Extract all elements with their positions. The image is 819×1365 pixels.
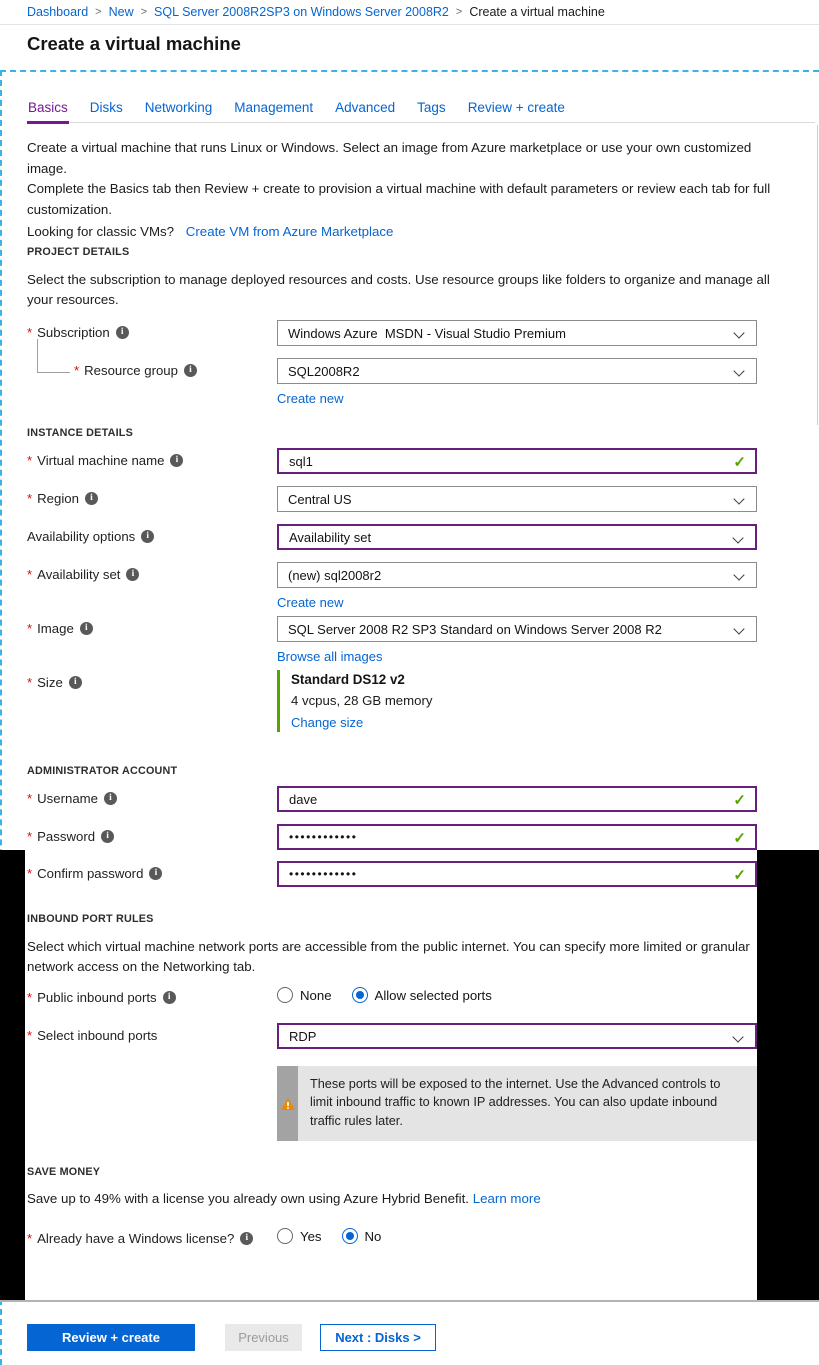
page-title: Create a virtual machine: [27, 33, 241, 54]
info-icon[interactable]: [240, 1232, 253, 1245]
tab-bar: [27, 98, 815, 123]
breadcrumb: [0, 0, 819, 25]
previous-button[interactable]: Previous: [225, 1324, 302, 1351]
chevron-down-icon: [733, 327, 744, 338]
info-icon[interactable]: [101, 830, 114, 843]
tab-management[interactable]: Management: [234, 100, 314, 115]
info-icon[interactable]: [184, 364, 197, 377]
availability-set-create-new-link[interactable]: Create new: [277, 595, 344, 610]
tab-review-create[interactable]: Review + create: [467, 100, 565, 115]
required-asterisk: [27, 1231, 32, 1246]
radio-yes[interactable]: Yes: [277, 1228, 322, 1244]
vm-name-label: * Virtual machine name i: [27, 448, 277, 468]
project-details-description: Select the subscription to manage deployed resources and costs. Use resource groups like folders to organize and manage all your resources.: [27, 272, 770, 307]
info-icon[interactable]: [80, 622, 93, 635]
password-input[interactable]: [277, 824, 757, 850]
size-summary: [277, 670, 757, 732]
resource-group-label: * Resource group i: [27, 358, 277, 378]
region-dropdown[interactable]: [277, 486, 757, 512]
info-icon[interactable]: [126, 568, 139, 581]
resource-group-dropdown[interactable]: [277, 358, 757, 384]
confirm-password-label: * Confirm password i: [27, 861, 277, 881]
size-name: Standard DS12 v2: [291, 672, 405, 687]
breadcrumb-separator: [456, 6, 462, 18]
breadcrumb-separator: [141, 6, 147, 18]
breadcrumb-current: Create a virtual machine: [469, 5, 605, 19]
save-money-description: Save up to 49% with a license you already own using Azure Hybrid Benefit. Learn more: [27, 1191, 541, 1206]
valid-check-icon: [733, 866, 746, 884]
confirm-password-value: ••••••••••••: [289, 867, 358, 881]
required-asterisk: [27, 491, 32, 506]
right-edge-divider: [817, 125, 818, 425]
tab-networking[interactable]: Networking: [144, 100, 213, 115]
footer-divider: [0, 1300, 819, 1302]
size-specs: 4 vcpus, 28 GB memory: [291, 693, 433, 708]
required-asterisk: [27, 453, 32, 468]
radio-circle-icon: [352, 987, 368, 1003]
info-icon[interactable]: [104, 792, 117, 805]
breadcrumb-sql-server-offer[interactable]: SQL Server 2008R2SP3 on Windows Server 2008R2: [154, 5, 449, 19]
username-label: * Username i: [27, 786, 277, 806]
warning-strip: [277, 1066, 298, 1141]
public-inbound-ports-radio-group: [277, 985, 757, 1003]
chevron-down-icon: [732, 1031, 743, 1042]
select-inbound-ports-dropdown[interactable]: [277, 1023, 757, 1049]
create-vm-marketplace-link[interactable]: Create VM from Azure Marketplace: [185, 223, 394, 239]
tab-disks[interactable]: Disks: [89, 100, 123, 115]
vm-name-input[interactable]: [277, 448, 757, 474]
required-asterisk: [27, 325, 32, 340]
radio-none[interactable]: None: [277, 987, 332, 1003]
resource-group-value: SQL2008R2: [288, 363, 360, 379]
inbound-port-rules-description: Select which virtual machine network ports are accessible from the public internet. You can specify more limited or granular network access on the Networking tab.: [27, 939, 750, 974]
info-icon[interactable]: [116, 326, 129, 339]
required-asterisk: [27, 990, 32, 1005]
info-icon[interactable]: [141, 530, 154, 543]
next-disks-button[interactable]: Next : Disks >: [320, 1324, 436, 1351]
warning-text: These ports will be exposed to the internet. Use the Advanced controls to limit inbound traffic to known IP addresses. You can also update inbound traffic rules later.: [298, 1066, 757, 1141]
region-label: * Region i: [27, 486, 277, 506]
image-dropdown[interactable]: [277, 616, 757, 642]
screenshot-black-band-left: [0, 850, 25, 1300]
review-create-button[interactable]: Review + create: [27, 1324, 195, 1351]
public-inbound-ports-label: * Public inbound ports i: [27, 985, 277, 1005]
tab-basics[interactable]: Basics: [27, 98, 69, 124]
section-heading-instance-details: INSTANCE DETAILS: [27, 427, 133, 439]
subscription-label: * Subscription i: [27, 320, 277, 340]
image-label: * Image i: [27, 616, 277, 636]
info-icon[interactable]: [170, 454, 183, 467]
breadcrumb-dashboard[interactable]: Dashboard: [27, 5, 89, 19]
username-value: dave: [289, 791, 318, 807]
learn-more-link[interactable]: Learn more: [472, 1191, 541, 1206]
windows-license-radio-group: [277, 1226, 757, 1244]
subscription-dropdown[interactable]: [277, 320, 757, 346]
select-inbound-ports-label: * Select inbound ports: [27, 1023, 277, 1043]
availability-options-dropdown[interactable]: [277, 524, 757, 550]
valid-check-icon: [733, 829, 746, 847]
change-size-link[interactable]: Change size: [291, 715, 364, 730]
radio-allow-selected-ports[interactable]: Allow selected ports: [352, 987, 492, 1003]
info-icon[interactable]: [85, 492, 98, 505]
required-asterisk: [27, 866, 32, 881]
chevron-down-icon: [733, 623, 744, 634]
valid-check-icon: [733, 453, 746, 471]
availability-options-label: Availability options i: [27, 524, 277, 544]
vm-name-value: sql1: [289, 453, 313, 469]
availability-options-value: Availability set: [289, 529, 372, 545]
windows-license-label: * Already have a Windows license? i: [27, 1226, 277, 1246]
radio-circle-icon: [277, 987, 293, 1003]
tab-tags[interactable]: Tags: [417, 100, 446, 115]
availability-set-dropdown[interactable]: [277, 562, 757, 588]
resource-group-create-new-link[interactable]: Create new: [277, 391, 344, 406]
image-value: SQL Server 2008 R2 SP3 Standard on Windows Server 2008 R2: [288, 621, 662, 637]
intro-classic-vms-text: Looking for classic VMs?: [27, 223, 175, 239]
radio-no[interactable]: No: [342, 1228, 382, 1244]
region-value: Central US: [288, 491, 352, 507]
chevron-down-icon: [732, 532, 743, 543]
required-asterisk: [74, 363, 79, 378]
radio-circle-icon: [277, 1228, 293, 1244]
required-asterisk: [27, 621, 32, 636]
required-asterisk: [27, 829, 32, 844]
required-asterisk: [27, 675, 32, 690]
chevron-down-icon: [733, 569, 744, 580]
section-heading-project-details: PROJECT DETAILS: [27, 246, 130, 258]
breadcrumb-new[interactable]: New: [108, 5, 134, 19]
radio-circle-icon: [342, 1228, 358, 1244]
breadcrumb-separator: [95, 6, 101, 18]
section-heading-administrator-account: ADMINISTRATOR ACCOUNT: [27, 765, 178, 777]
warning-triangle-icon: [281, 1098, 295, 1110]
required-asterisk: [27, 1028, 32, 1043]
footer-actions: [27, 1324, 436, 1351]
intro-text: [27, 138, 775, 243]
required-asterisk: [27, 791, 32, 806]
select-inbound-ports-value: RDP: [289, 1028, 317, 1044]
ports-warning-banner: [277, 1066, 757, 1141]
screenshot-black-band-right: [757, 850, 819, 1300]
info-icon[interactable]: [69, 676, 82, 689]
title-bar: [0, 25, 819, 70]
confirm-password-input[interactable]: [277, 861, 757, 887]
browse-all-images-link[interactable]: Browse all images: [277, 649, 383, 664]
password-value: ••••••••••••: [289, 830, 358, 844]
subscription-value: Windows Azure MSDN - Visual Studio Premium: [288, 325, 566, 341]
info-icon[interactable]: [149, 867, 162, 880]
required-asterisk: [27, 567, 32, 582]
intro-line-1: Create a virtual machine that runs Linux or Windows. Select an image from Azure marketplace or use your own customized image.: [27, 140, 752, 176]
valid-check-icon: [733, 791, 746, 809]
chevron-down-icon: [733, 493, 744, 504]
availability-set-label: * Availability set i: [27, 562, 277, 582]
section-heading-save-money: SAVE MONEY: [27, 1166, 101, 1178]
username-input[interactable]: [277, 786, 757, 812]
section-heading-inbound-port-rules: INBOUND PORT RULES: [27, 913, 154, 925]
password-label: * Password i: [27, 824, 277, 844]
intro-line-2: Complete the Basics tab then Review + create to provision a virtual machine with default parameters or review each tab for full customization.: [27, 181, 771, 218]
size-label: * Size i: [27, 670, 277, 690]
tab-advanced[interactable]: Advanced: [335, 100, 396, 115]
chevron-down-icon: [733, 365, 744, 376]
info-icon[interactable]: [163, 991, 176, 1004]
availability-set-value: (new) sql2008r2: [288, 567, 382, 583]
